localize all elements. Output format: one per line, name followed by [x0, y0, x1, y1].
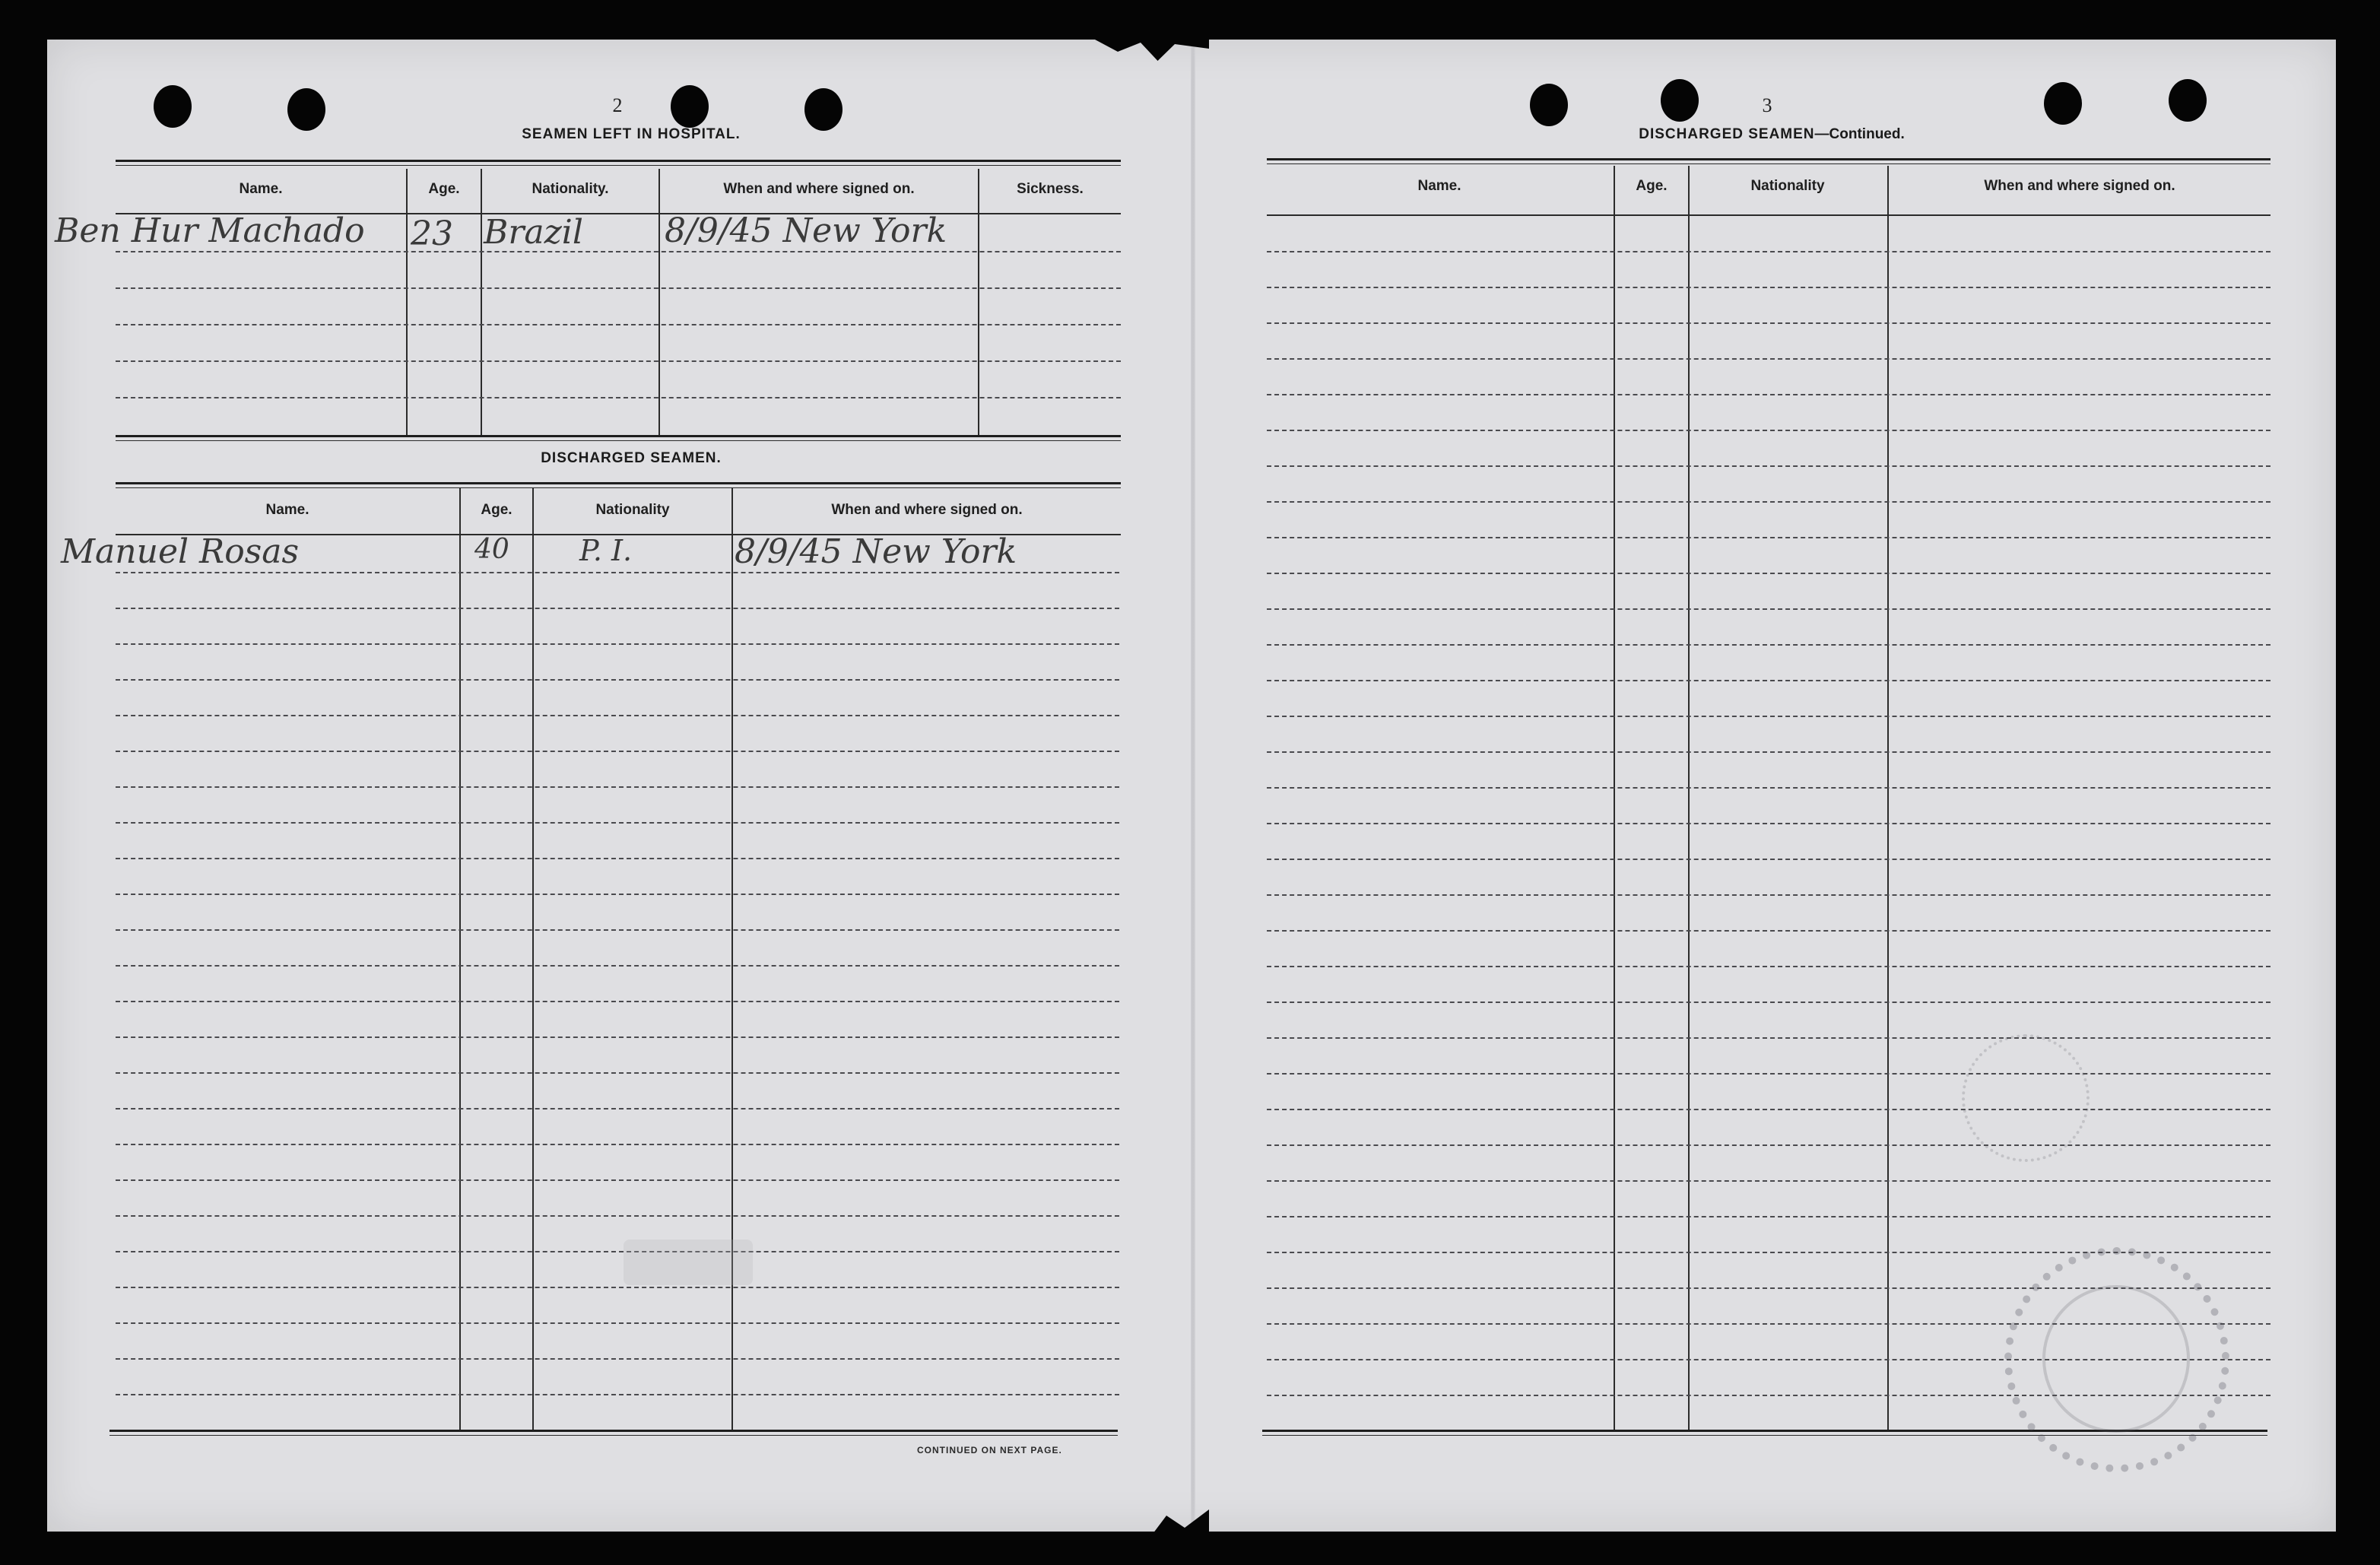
form-row-line	[1267, 1073, 2271, 1075]
discharged-entry-signed-on: 8/9/45 New York	[735, 532, 1017, 571]
punch-hole-3	[671, 85, 709, 128]
form-row-line	[116, 1322, 1119, 1324]
discharged-header-age: Age.	[481, 502, 512, 518]
hospital-row-line	[116, 324, 1121, 325]
form-row-line	[1267, 1216, 2271, 1217]
form-row-line	[1267, 465, 2271, 467]
right-header-age: Age.	[1636, 178, 1668, 194]
form-row-line	[1267, 894, 2271, 896]
right-title-suffix: —Continued.	[1814, 126, 1905, 142]
form-row-line	[1267, 573, 2271, 574]
hospital-header-sickness: Sickness.	[1017, 181, 1084, 197]
right-header-name: Name.	[1417, 178, 1461, 194]
hospital-section-title: SEAMEN LEFT IN HOSPITAL.	[522, 126, 741, 142]
form-row-line	[1267, 859, 2271, 860]
form-row-line	[1267, 537, 2271, 538]
discharged-entry-nationality: P. I.	[579, 534, 633, 567]
right-col-divider	[1887, 166, 1889, 1430]
form-row-line	[116, 822, 1119, 824]
form-row-line	[1267, 644, 2271, 646]
form-row-line	[116, 858, 1119, 859]
hospital-bottom-rule	[116, 435, 1121, 437]
discharged-entry-name: Manuel Rosas	[61, 532, 300, 571]
right-top-rule	[1267, 158, 2271, 160]
hospital-header-signed-on: When and where signed on.	[723, 181, 915, 197]
discharged-header-name: Name.	[265, 502, 309, 518]
discharged-header-nationality: Nationality	[595, 502, 670, 518]
official-seal-inner-ring	[2042, 1285, 2190, 1433]
form-row-line	[116, 965, 1119, 967]
form-row-line	[1267, 751, 2271, 753]
hospital-entry-name: Ben Hur Machado	[55, 211, 365, 250]
form-row-line	[116, 715, 1119, 716]
hospital-row-line	[116, 251, 1121, 252]
form-row-line	[116, 1036, 1119, 1038]
left-page-number: 2	[612, 94, 623, 116]
punch-hole-7	[2044, 82, 2082, 125]
form-row-line	[116, 679, 1119, 681]
form-row-line	[116, 1001, 1119, 1002]
form-row-line	[1267, 322, 2271, 324]
form-row-line	[1267, 680, 2271, 681]
form-row-line	[116, 1394, 1119, 1395]
form-row-line	[1267, 287, 2271, 288]
right-section-title	[1566, 126, 1977, 143]
form-row-line	[116, 608, 1119, 609]
form-row-line	[1267, 358, 2271, 360]
discharged-bottom-rule	[109, 1430, 1118, 1432]
hospital-header-age: Age.	[428, 181, 460, 197]
form-row-line	[1267, 608, 2271, 610]
form-row-line	[116, 1144, 1119, 1145]
form-row-line	[1267, 966, 2271, 967]
punch-hole-8	[2169, 79, 2207, 122]
form-row-line	[116, 1072, 1119, 1074]
form-row-line	[116, 572, 1119, 573]
form-row-line	[1267, 251, 2271, 252]
punch-hole-5	[1530, 84, 1568, 126]
form-row-line	[1267, 787, 2271, 789]
form-row-line	[116, 1358, 1119, 1360]
right-col-divider	[1688, 166, 1690, 1430]
form-row-line	[1267, 1109, 2271, 1110]
form-row-line	[1267, 501, 2271, 503]
right-title-main: DISCHARGED SEAMEN	[1639, 126, 1815, 142]
discharged-col-divider	[459, 488, 461, 1430]
form-row-line	[116, 643, 1119, 645]
form-row-line	[116, 786, 1119, 788]
hospital-header-nationality: Nationality.	[532, 181, 609, 197]
right-header-nationality: Nationality	[1750, 178, 1825, 194]
right-header-rule	[1267, 214, 2271, 216]
form-row-line	[1267, 394, 2271, 395]
form-row-line	[116, 894, 1119, 895]
continued-note: CONTINUED ON NEXT PAGE.	[917, 1445, 1062, 1455]
form-row-line	[116, 1215, 1119, 1217]
right-col-divider	[1614, 166, 1615, 1430]
discharged-header-signed-on: When and where signed on.	[831, 502, 1023, 518]
discharged-entry-age: 40	[474, 534, 509, 565]
form-row-line	[116, 1179, 1119, 1181]
hospital-top-rule	[116, 160, 1121, 162]
form-row-line	[1267, 1180, 2271, 1182]
hospital-header-name: Name.	[239, 181, 283, 197]
discharged-col-divider	[731, 488, 733, 1430]
discharged-section-title: DISCHARGED SEAMEN.	[541, 450, 722, 466]
center-fold	[1191, 40, 1195, 1532]
form-row-line	[1267, 1002, 2271, 1003]
hospital-entry-age: 23	[411, 214, 453, 253]
hospital-entry-nationality: Brazil	[484, 213, 583, 252]
punch-hole-4	[804, 88, 843, 131]
form-row-line	[116, 929, 1119, 931]
form-row-line	[116, 1108, 1119, 1109]
punch-hole-1	[154, 85, 192, 128]
punch-hole-6	[1661, 79, 1699, 122]
hospital-row-line	[116, 360, 1121, 362]
discharged-top-rule	[116, 482, 1121, 484]
form-row-line	[1267, 930, 2271, 932]
form-row-line	[116, 751, 1119, 752]
form-row-line	[1267, 1144, 2271, 1146]
hospital-entry-signed-on: 8/9/45 New York	[665, 211, 947, 250]
faint-received-stamp	[624, 1240, 753, 1285]
hospital-row-line	[116, 397, 1121, 398]
punch-hole-2	[287, 88, 325, 131]
form-row-line	[116, 1287, 1119, 1288]
form-row-line	[1267, 1037, 2271, 1039]
discharged-col-divider	[532, 488, 534, 1430]
right-header-signed-on: When and where signed on.	[1984, 178, 2175, 194]
form-row-line	[116, 1251, 1119, 1252]
form-row-line	[1267, 823, 2271, 824]
form-row-line	[1267, 716, 2271, 717]
hospital-row-line	[116, 287, 1121, 289]
faint-round-stamp	[1962, 1034, 2090, 1162]
right-page-number: 3	[1762, 94, 1772, 116]
form-row-line	[1267, 430, 2271, 431]
